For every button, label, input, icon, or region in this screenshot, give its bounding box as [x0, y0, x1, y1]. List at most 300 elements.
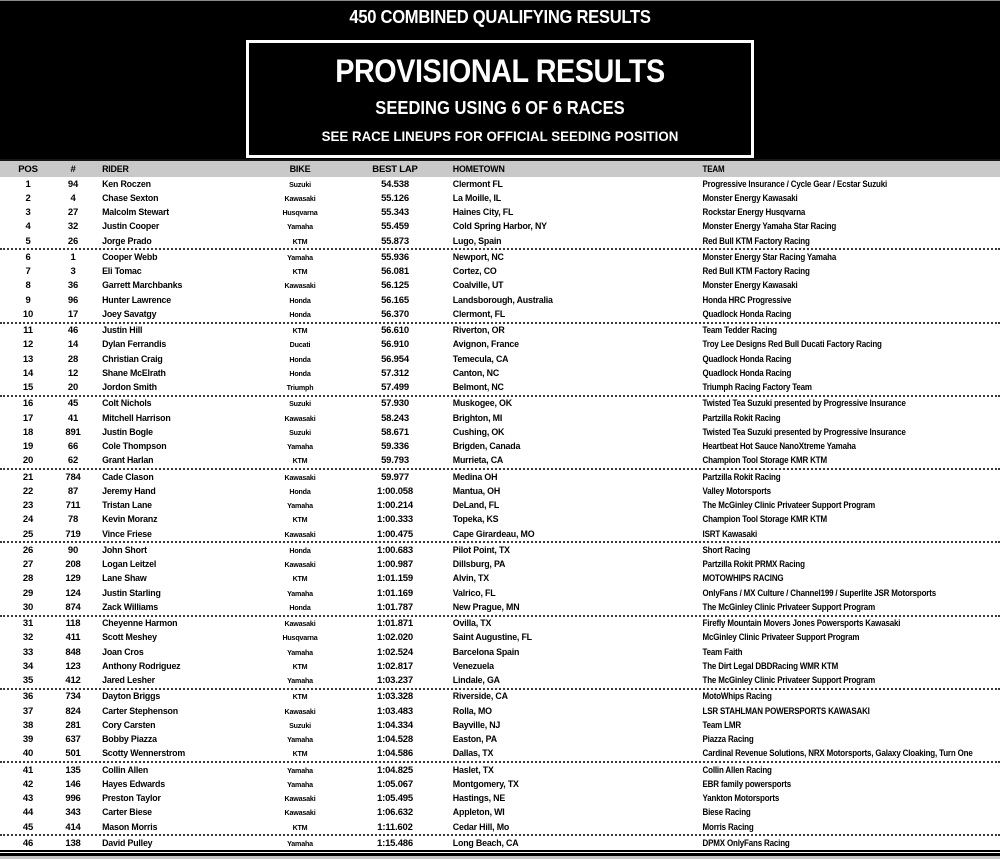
team-cell: Monster Energy Kawasaki [702, 280, 798, 292]
team-cell: LSR STAHLMAN POWERSPORTS KAWASAKI [702, 705, 870, 717]
team-cell: Monster Energy Yamaha Star Racing [702, 221, 837, 233]
bike-cell: Honda [289, 545, 311, 555]
pos-cell: 33 [22, 646, 34, 658]
table-row [0, 659, 1000, 673]
best-lap-cell: 1:06.632 [377, 807, 413, 819]
pos-cell: 23 [22, 500, 34, 512]
bike-cell: Suzuki [289, 720, 311, 730]
bike-cell: KTM [292, 515, 308, 525]
rider-cell: Dayton Briggs [102, 691, 161, 703]
pos-cell: 32 [22, 632, 34, 644]
hometown-cell: Long Beach, CA [452, 837, 519, 849]
team-cell: Progressive Insurance / Cycle Gear / Ecstar Suzuki [702, 178, 888, 190]
table-row [0, 484, 1000, 498]
rider-cell: Malcolm Stewart [102, 207, 170, 219]
bike-cell: Kawasaki [284, 413, 316, 423]
team-cell: Partzilla Rokit Racing [702, 471, 781, 483]
results-table-body [0, 177, 1000, 851]
number-cell: 848 [65, 646, 81, 658]
hometown-cell: Temecula, CA [452, 353, 509, 365]
bike-cell: Kawasaki [284, 193, 316, 203]
number-cell: 824 [65, 705, 81, 717]
bike-cell: Suzuki [289, 179, 311, 189]
hometown-cell: Murrieta, CA [452, 455, 504, 467]
number-cell: 138 [65, 837, 81, 849]
pos-cell: 11 [23, 325, 33, 337]
page-title: 450 COMBINED QUALIFYING RESULTS [349, 7, 651, 27]
table-row [0, 265, 1000, 279]
rider-cell: Carter Biese [102, 807, 152, 819]
number-cell: 734 [65, 691, 81, 703]
table-row [0, 558, 1000, 572]
sheet-masthead [0, 0, 1000, 159]
pos-cell: 5 [25, 235, 31, 247]
pos-cell: 46 [22, 837, 34, 849]
pos-cell: 3 [25, 207, 31, 219]
table-row [0, 250, 1000, 264]
pos-cell: 1 [25, 178, 31, 190]
number-cell: 146 [65, 778, 81, 790]
rider-cell: Ken Roczen [102, 178, 151, 190]
table-row [0, 324, 1000, 338]
number-cell: 4 [70, 192, 76, 204]
bike-cell: KTM [292, 326, 308, 336]
bike-cell: Husqvarna [282, 633, 318, 643]
best-lap-cell: 1:04.586 [377, 748, 413, 760]
number-cell: 129 [65, 573, 81, 585]
pos-cell: 38 [22, 719, 34, 731]
table-row [0, 191, 1000, 205]
hometown-cell: Pilot Point, TX [452, 544, 510, 556]
number-cell: 28 [67, 353, 79, 365]
team-cell: The McGinley Clinic Privateer Support Program [702, 500, 876, 512]
bike-cell: KTM [292, 236, 308, 246]
hometown-cell: Cushing, OK [452, 426, 505, 438]
number-cell: 1 [70, 251, 76, 263]
team-cell: Partzilla Rokit Racing [702, 412, 781, 424]
team-cell: Quadlock Honda Racing [702, 308, 792, 320]
rider-cell: Cheyenne Harmon [102, 618, 178, 630]
rider-cell: Lane Shaw [102, 573, 147, 585]
best-lap-cell: 59.336 [381, 441, 409, 453]
pos-cell: 7 [25, 266, 31, 278]
best-lap-cell: 1:02.020 [377, 632, 413, 644]
seeding-subheading: SEEDING USING 6 OF 6 RACES [375, 98, 625, 118]
hometown-cell: Medina OH [452, 471, 498, 483]
col-header-team: TEAM [702, 163, 725, 175]
table-row [0, 352, 1000, 366]
best-lap-cell: 55.343 [381, 207, 409, 219]
number-cell: 90 [67, 544, 79, 556]
rider-cell: Eli Tomac [102, 266, 142, 278]
pos-cell: 24 [22, 514, 34, 526]
table-row [0, 470, 1000, 484]
team-cell: Quadlock Honda Racing [702, 353, 792, 365]
col-header-number: # [70, 163, 76, 175]
team-cell: Cardinal Revenue Solutions, NRX Motorsports, Galaxy Cloaking, Turn One [702, 748, 973, 760]
rider-cell: Chase Sexton [102, 192, 159, 204]
table-row [0, 704, 1000, 718]
pos-cell: 43 [22, 793, 34, 805]
hometown-cell: Hastings, NE [452, 793, 506, 805]
best-lap-cell: 1:00.475 [377, 528, 413, 540]
table-row [0, 527, 1000, 541]
pos-cell: 12 [22, 339, 34, 351]
pos-cell: 29 [22, 587, 34, 599]
lineups-note: SEE RACE LINEUPS FOR OFFICIAL SEEDING POSITION [321, 128, 679, 144]
number-cell: 46 [67, 325, 79, 337]
hometown-cell: Cape Girardeau, MO [452, 528, 535, 540]
pos-cell: 8 [25, 280, 31, 292]
best-lap-cell: 1:00.214 [377, 500, 413, 512]
bike-cell: Yamaha [287, 588, 313, 598]
provisional-results-heading: PROVISIONAL RESULTS [335, 53, 665, 89]
best-lap-cell: 56.125 [381, 280, 409, 292]
number-cell: 14 [67, 339, 79, 351]
number-cell: 27 [67, 207, 79, 219]
hometown-cell: Haslet, TX [452, 764, 494, 776]
number-cell: 32 [67, 221, 79, 233]
best-lap-cell: 56.370 [381, 308, 409, 320]
number-cell: 637 [65, 734, 81, 746]
table-row [0, 777, 1000, 791]
team-cell: Triumph Racing Factory Team [702, 382, 812, 394]
bike-cell: Honda [289, 354, 311, 364]
rider-cell: Cade Clason [102, 471, 154, 483]
rider-cell: Hunter Lawrence [102, 294, 171, 306]
table-row [0, 617, 1000, 631]
bike-cell: Kawasaki [284, 560, 316, 570]
pos-cell: 2 [25, 192, 31, 204]
number-cell: 26 [67, 235, 79, 247]
team-cell: Monster Energy Star Racing Yamaha [702, 251, 837, 263]
bike-cell: Yamaha [287, 779, 313, 789]
rider-cell: Kevin Moranz [102, 514, 158, 526]
rider-cell: Hayes Edwards [102, 778, 165, 790]
best-lap-cell: 55.459 [381, 221, 409, 233]
rider-cell: Preston Taylor [102, 793, 161, 805]
hometown-cell: Alvin, TX [452, 573, 489, 585]
number-cell: 891 [65, 426, 81, 438]
hometown-cell: DeLand, FL [452, 500, 500, 512]
table-row [0, 690, 1000, 704]
number-cell: 135 [65, 764, 81, 776]
rider-cell: Mitchell Harrison [102, 412, 171, 424]
pos-cell: 18 [22, 426, 34, 438]
team-cell: ISRT Kawasaki [702, 528, 758, 540]
number-cell: 20 [67, 382, 79, 394]
rider-cell: Scott Meshey [102, 632, 157, 644]
rider-cell: Cooper Webb [102, 251, 158, 263]
hometown-cell: Belmont, NC [452, 382, 504, 394]
table-row [0, 307, 1000, 321]
table-row [0, 381, 1000, 395]
bike-cell: Yamaha [287, 222, 313, 232]
hometown-cell: Bayville, NJ [452, 719, 501, 731]
table-row [0, 645, 1000, 659]
hometown-cell: Lindale, GA [452, 675, 500, 687]
hometown-cell: Cedar Hill, Mo [452, 821, 510, 833]
hometown-cell: Valrico, FL [452, 587, 496, 599]
table-column-header [0, 159, 1000, 177]
best-lap-cell: 1:15.486 [377, 837, 413, 849]
team-cell: Monster Energy Kawasaki [702, 192, 798, 204]
bike-cell: Husqvarna [282, 208, 318, 218]
pos-cell: 9 [25, 294, 31, 306]
table-row [0, 293, 1000, 307]
number-cell: 719 [65, 528, 81, 540]
pos-cell: 40 [22, 748, 34, 760]
team-cell: Team LMR [702, 719, 741, 731]
col-header-best-lap: BEST LAP [372, 163, 418, 175]
hometown-cell: Barcelona Spain [452, 646, 520, 658]
pos-cell: 28 [22, 573, 34, 585]
team-cell: Firefly Mountain Movers Jones Powersports Kawasaki [702, 618, 901, 630]
number-cell: 3 [70, 266, 76, 278]
best-lap-cell: 1:04.334 [377, 719, 413, 731]
bike-cell: Yamaha [287, 838, 313, 848]
rider-cell: David Pulley [102, 837, 153, 849]
number-cell: 78 [67, 514, 79, 526]
pos-cell: 27 [22, 559, 34, 571]
col-header-rider: RIDER [102, 163, 129, 175]
number-cell: 208 [65, 559, 81, 571]
hometown-cell: La Moille, IL [452, 192, 501, 204]
number-cell: 87 [67, 485, 79, 497]
team-cell: Heartbeat Hot Sauce NanoXtreme Yamaha [702, 441, 856, 453]
best-lap-cell: 1:04.528 [377, 734, 413, 746]
col-header-hometown: HOMETOWN [452, 163, 505, 175]
hometown-cell: Haines City, FL [452, 207, 514, 219]
bike-cell: Suzuki [289, 427, 311, 437]
pos-cell: 35 [22, 675, 34, 687]
rider-cell: Vince Friese [102, 528, 152, 540]
rider-cell: Jordon Smith [102, 382, 157, 394]
hometown-cell: Dillsburg, PA [452, 559, 506, 571]
number-cell: 784 [65, 471, 81, 483]
table-row [0, 674, 1000, 688]
bike-cell: Kawasaki [284, 281, 316, 291]
bike-cell: Yamaha [287, 442, 313, 452]
number-cell: 66 [67, 441, 79, 453]
best-lap-cell: 1:01.787 [377, 601, 413, 613]
rider-cell: Justin Bogle [102, 426, 153, 438]
best-lap-cell: 1:02.817 [377, 660, 413, 672]
best-lap-cell: 57.499 [381, 382, 409, 394]
best-lap-cell: 58.243 [381, 412, 409, 424]
team-cell: Morris Racing [702, 821, 754, 833]
best-lap-cell: 1:03.237 [377, 675, 413, 687]
rider-cell: John Short [102, 544, 147, 556]
table-row [0, 338, 1000, 352]
pos-cell: 30 [22, 601, 34, 613]
pos-cell: 6 [25, 251, 31, 263]
table-row [0, 499, 1000, 513]
best-lap-cell: 1:01.871 [377, 618, 413, 630]
number-cell: 62 [67, 455, 79, 467]
rider-cell: Cory Carsten [102, 719, 156, 731]
table-row [0, 543, 1000, 557]
best-lap-cell: 59.977 [381, 471, 409, 483]
col-header-pos: POS [18, 163, 38, 175]
hometown-cell: Muskogee, OK [452, 398, 512, 410]
bike-cell: KTM [292, 822, 308, 832]
pos-cell: 39 [22, 734, 34, 746]
number-cell: 996 [65, 793, 81, 805]
table-row [0, 747, 1000, 761]
hometown-cell: Clermont FL [452, 178, 503, 190]
hometown-cell: Venezuela [452, 660, 494, 672]
rider-cell: Logan Leitzel [102, 559, 157, 571]
bike-cell: Kawasaki [284, 808, 316, 818]
rider-cell: Garrett Marchbanks [102, 280, 183, 292]
number-cell: 118 [65, 618, 81, 630]
pos-cell: 44 [22, 807, 34, 819]
bike-cell: Triumph [286, 383, 314, 393]
pos-cell: 10 [22, 308, 34, 320]
number-cell: 124 [65, 587, 81, 599]
best-lap-cell: 56.954 [381, 353, 409, 365]
number-cell: 711 [65, 500, 81, 512]
best-lap-cell: 55.873 [381, 235, 409, 247]
bike-cell: KTM [292, 267, 308, 277]
table-row [0, 718, 1000, 732]
number-cell: 96 [67, 294, 79, 306]
table-row [0, 279, 1000, 293]
team-cell: The Dirt Legal DBDRacing WMR KTM [702, 660, 839, 672]
bike-cell: Yamaha [287, 735, 313, 745]
bike-cell: Kawasaki [284, 619, 316, 629]
rider-cell: Carter Stephenson [102, 705, 178, 717]
team-cell: Biese Racing [702, 807, 751, 819]
team-cell: MOTOWHIPS RACING [702, 573, 784, 585]
team-cell: Partzilla Rokit PRMX Racing [702, 559, 805, 571]
team-cell: Red Bull KTM Factory Racing [702, 266, 810, 278]
best-lap-cell: 1:05.495 [377, 793, 413, 805]
rider-cell: Christian Craig [102, 353, 163, 365]
bike-cell: KTM [292, 456, 308, 466]
rider-cell: Grant Harlan [102, 455, 154, 467]
hometown-cell: Canton, NC [452, 367, 500, 379]
table-row [0, 177, 1000, 191]
rider-cell: Joey Savatgy [102, 308, 157, 320]
number-cell: 501 [65, 748, 81, 760]
number-cell: 123 [65, 660, 81, 672]
rider-cell: Jorge Prado [102, 235, 152, 247]
team-cell: Rockstar Energy Husqvarna [702, 207, 806, 219]
best-lap-cell: 1:04.825 [377, 764, 413, 776]
hometown-cell: Mantua, OH [452, 485, 501, 497]
bike-cell: Yamaha [287, 501, 313, 511]
hometown-cell: Topeka, KS [452, 514, 499, 526]
bike-cell: Yamaha [287, 647, 313, 657]
table-row [0, 631, 1000, 645]
rider-cell: Colt Nichols [102, 398, 152, 410]
team-cell: Short Racing [702, 544, 751, 556]
pos-cell: 34 [22, 660, 34, 672]
hometown-cell: Cold Spring Harbor, NY [452, 221, 547, 233]
bike-cell: Suzuki [289, 399, 311, 409]
best-lap-cell: 1:02.524 [377, 646, 413, 658]
team-cell: Twisted Tea Suzuki presented by Progressive Insurance [702, 426, 906, 438]
best-lap-cell: 1:00.333 [377, 514, 413, 526]
hometown-cell: Saint Augustine, FL [452, 632, 532, 644]
hometown-cell: Avignon, France [452, 339, 519, 351]
pos-cell: 42 [22, 778, 34, 790]
table-row [0, 206, 1000, 220]
best-lap-cell: 56.081 [381, 266, 409, 278]
table-row [0, 763, 1000, 777]
best-lap-cell: 1:11.602 [377, 821, 413, 833]
rider-cell: Shane McElrath [102, 367, 166, 379]
team-cell: Twisted Tea Suzuki presented by Progressive Insurance [702, 398, 906, 410]
table-row [0, 397, 1000, 411]
number-cell: 281 [65, 719, 81, 731]
team-cell: McGinley Clinic Privateer Support Program [702, 632, 860, 644]
team-cell: Collin Allen Racing [702, 764, 772, 776]
rider-cell: Scotty Wennerstrom [102, 748, 185, 760]
best-lap-cell: 1:00.987 [377, 559, 413, 571]
team-cell: MotoWhips Racing [702, 691, 772, 703]
bike-cell: Honda [289, 486, 311, 496]
pos-cell: 16 [22, 398, 34, 410]
pos-cell: 31 [22, 618, 34, 630]
pos-cell: 21 [22, 471, 34, 483]
rider-cell: Cole Thompson [102, 441, 167, 453]
team-cell: OnlyFans / MX Culture / Channel199 / Superlite JSR Motorsports [702, 587, 936, 599]
number-cell: 41 [67, 412, 79, 424]
rider-cell: Justin Starling [102, 587, 161, 599]
best-lap-cell: 57.930 [381, 398, 409, 410]
rider-cell: Zack Williams [102, 601, 159, 613]
team-cell: Piazza Racing [702, 734, 754, 746]
pos-cell: 15 [22, 382, 34, 394]
bike-cell: Yamaha [287, 252, 313, 262]
bike-cell: Honda [289, 309, 311, 319]
table-row [0, 820, 1000, 834]
table-row [0, 600, 1000, 614]
bike-cell: Kawasaki [284, 706, 316, 716]
rider-cell: Dylan Ferrandis [102, 339, 167, 351]
table-row [0, 454, 1000, 468]
table-row [0, 806, 1000, 820]
bike-cell: Yamaha [287, 676, 313, 686]
hometown-cell: Clermont, FL [452, 308, 506, 320]
table-row [0, 586, 1000, 600]
pos-cell: 41 [22, 764, 34, 776]
hometown-cell: Newport, NC [452, 251, 504, 263]
pos-cell: 26 [22, 544, 34, 556]
best-lap-cell: 1:03.483 [377, 705, 413, 717]
table-row [0, 733, 1000, 747]
hometown-cell: Coalville, UT [452, 280, 504, 292]
bike-cell: Kawasaki [284, 529, 316, 539]
rider-cell: Justin Cooper [102, 221, 160, 233]
provisional-results-box [246, 40, 754, 158]
bike-cell: KTM [292, 749, 308, 759]
rider-cell: Bobby Piazza [102, 734, 157, 746]
rider-cell: Joan Cros [102, 646, 144, 658]
table-row [0, 234, 1000, 248]
pos-cell: 25 [22, 528, 34, 540]
table-row [0, 513, 1000, 527]
team-cell: EBR family powersports [702, 778, 792, 790]
table-row [0, 411, 1000, 425]
best-lap-cell: 1:00.683 [377, 544, 413, 556]
bike-cell: Kawasaki [284, 472, 316, 482]
best-lap-cell: 1:03.328 [377, 691, 413, 703]
team-cell: Yankton Motorsports [702, 793, 780, 805]
